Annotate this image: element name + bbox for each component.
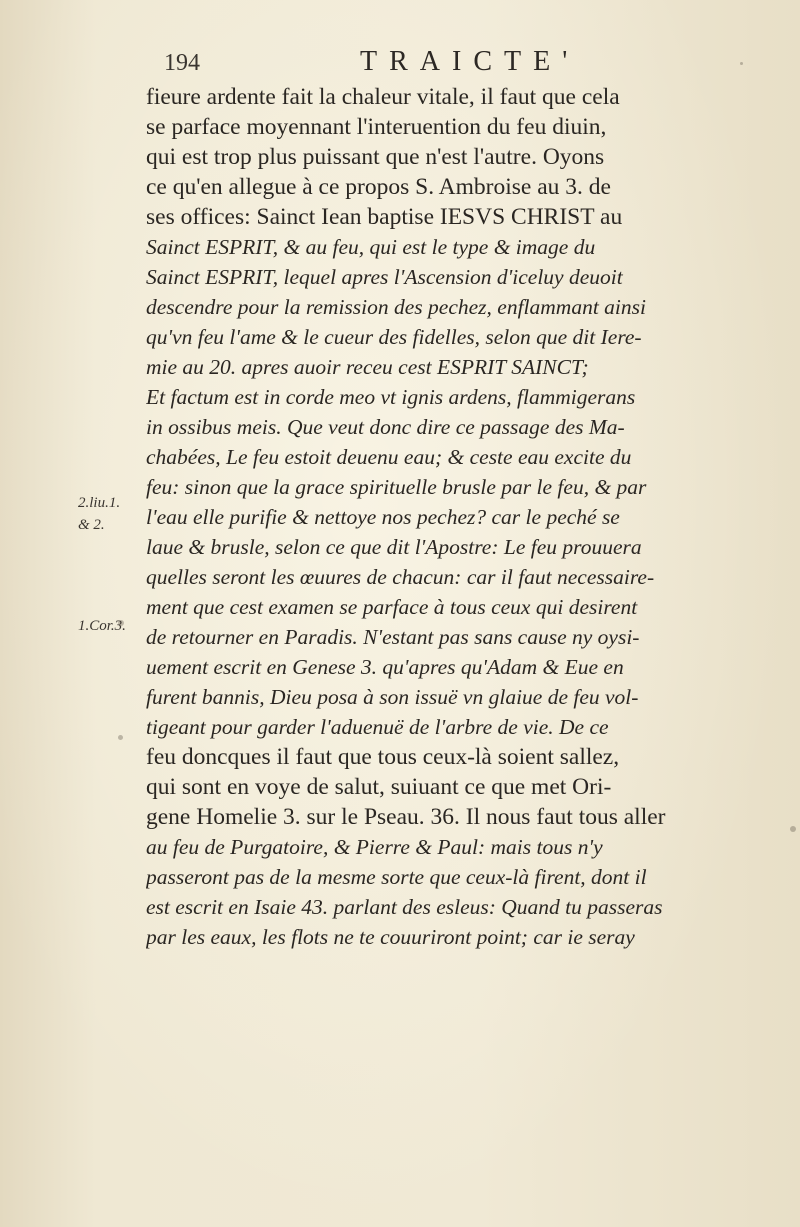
ink-speck — [790, 826, 796, 832]
text-line: est escrit en Isaie 43. parlant des esleus: Quand tu passeras — [146, 895, 663, 919]
body-text — [146, 82, 776, 952]
ink-speck — [118, 735, 123, 740]
text-line: uement escrit en Genese 3. qu'apres qu'Adam & Eue en — [146, 655, 624, 679]
text-line: Sainct ESPRIT, lequel apres l'Ascension d'iceluy deuoit — [146, 265, 623, 289]
text-line: ment que cest examen se parface à tous ceux qui desirent — [146, 595, 638, 619]
text-line: se parface moyennant l'interuention du feu diuin, — [146, 114, 607, 140]
text-line: chabées, Le feu estoit deuenu eau; & ceste eau excite du — [146, 445, 632, 469]
text-line: passeront pas de la mesme sorte que ceux-là firent, dont il — [146, 865, 647, 889]
margin-note-line: & 2. — [78, 517, 105, 533]
text-line: de retourner en Paradis. N'estant pas sans cause ny oysi- — [146, 625, 640, 649]
text-line: Sainct ESPRIT, & au feu, qui est le type & image du — [146, 235, 596, 259]
text-line: in ossibus meis. Que veut donc dire ce passage des Ma- — [146, 415, 625, 439]
text-line: descendre pour la remission des pechez, enflammant ainsi — [146, 295, 647, 319]
text-line: par les eaux, les flots ne te couuriront point; car ie seray — [146, 925, 635, 949]
text-line: ses offices: Sainct Iean baptise IESVS CHRIST au — [146, 204, 623, 230]
margin-note-line: 1.Cor.3. — [78, 618, 126, 634]
text-line: qui est trop plus puissant que n'est l'autre. Oyons — [146, 144, 605, 170]
text-line: quelles seront les œuures de chacun: car il faut necessaire- — [146, 565, 655, 589]
text-line: qu'vn feu l'ame & le cueur des fidelles, selon que dit Iere- — [146, 325, 642, 349]
text-line: ce qu'en allegue à ce propos S. Ambroise au 3. de — [146, 174, 611, 200]
text-line: au feu de Purgatoire, & Pierre & Paul: mais tous n'y — [146, 835, 603, 859]
text-line: qui sont en voye de salut, suiuant ce que met Ori- — [146, 774, 612, 800]
running-title: TRAICTE' — [360, 46, 580, 77]
ink-speck — [118, 620, 124, 626]
text-line: gene Homelie 3. sur le Pseau. 36. Il nous faut tous aller — [146, 804, 666, 830]
page-number: 194 — [164, 50, 200, 76]
text-line: l'eau elle purifie & nettoye nos pechez? car le peché se — [146, 505, 620, 529]
text-line: furent bannis, Dieu posa à son issuë vn glaiue de feu vol- — [146, 685, 639, 709]
text-line: mie au 20. apres auoir receu cest ESPRIT SAINCT; — [146, 355, 589, 379]
margin-note-line: 2.liu.1. — [78, 495, 121, 511]
text-line: tigeant pour garder l'aduenuë de l'arbre de vie. De ce — [146, 715, 609, 739]
text-line: fieure ardente fait la chaleur vitale, il faut que cela — [146, 84, 620, 110]
text-line: Et factum est in corde meo vt ignis ardens, flammigerans — [146, 385, 636, 409]
text-line: feu: sinon que la grace spirituelle brusle par le feu, & par — [146, 475, 647, 499]
margin-note — [78, 492, 120, 536]
ink-speck — [740, 62, 743, 65]
text-line: feu doncques il faut que tous ceux-là soient sallez, — [146, 744, 620, 770]
page-header — [160, 44, 770, 84]
text-line: laue & brusle, selon ce que dit l'Apostre: Le feu prouuera — [146, 535, 642, 559]
margin-note — [78, 615, 126, 637]
